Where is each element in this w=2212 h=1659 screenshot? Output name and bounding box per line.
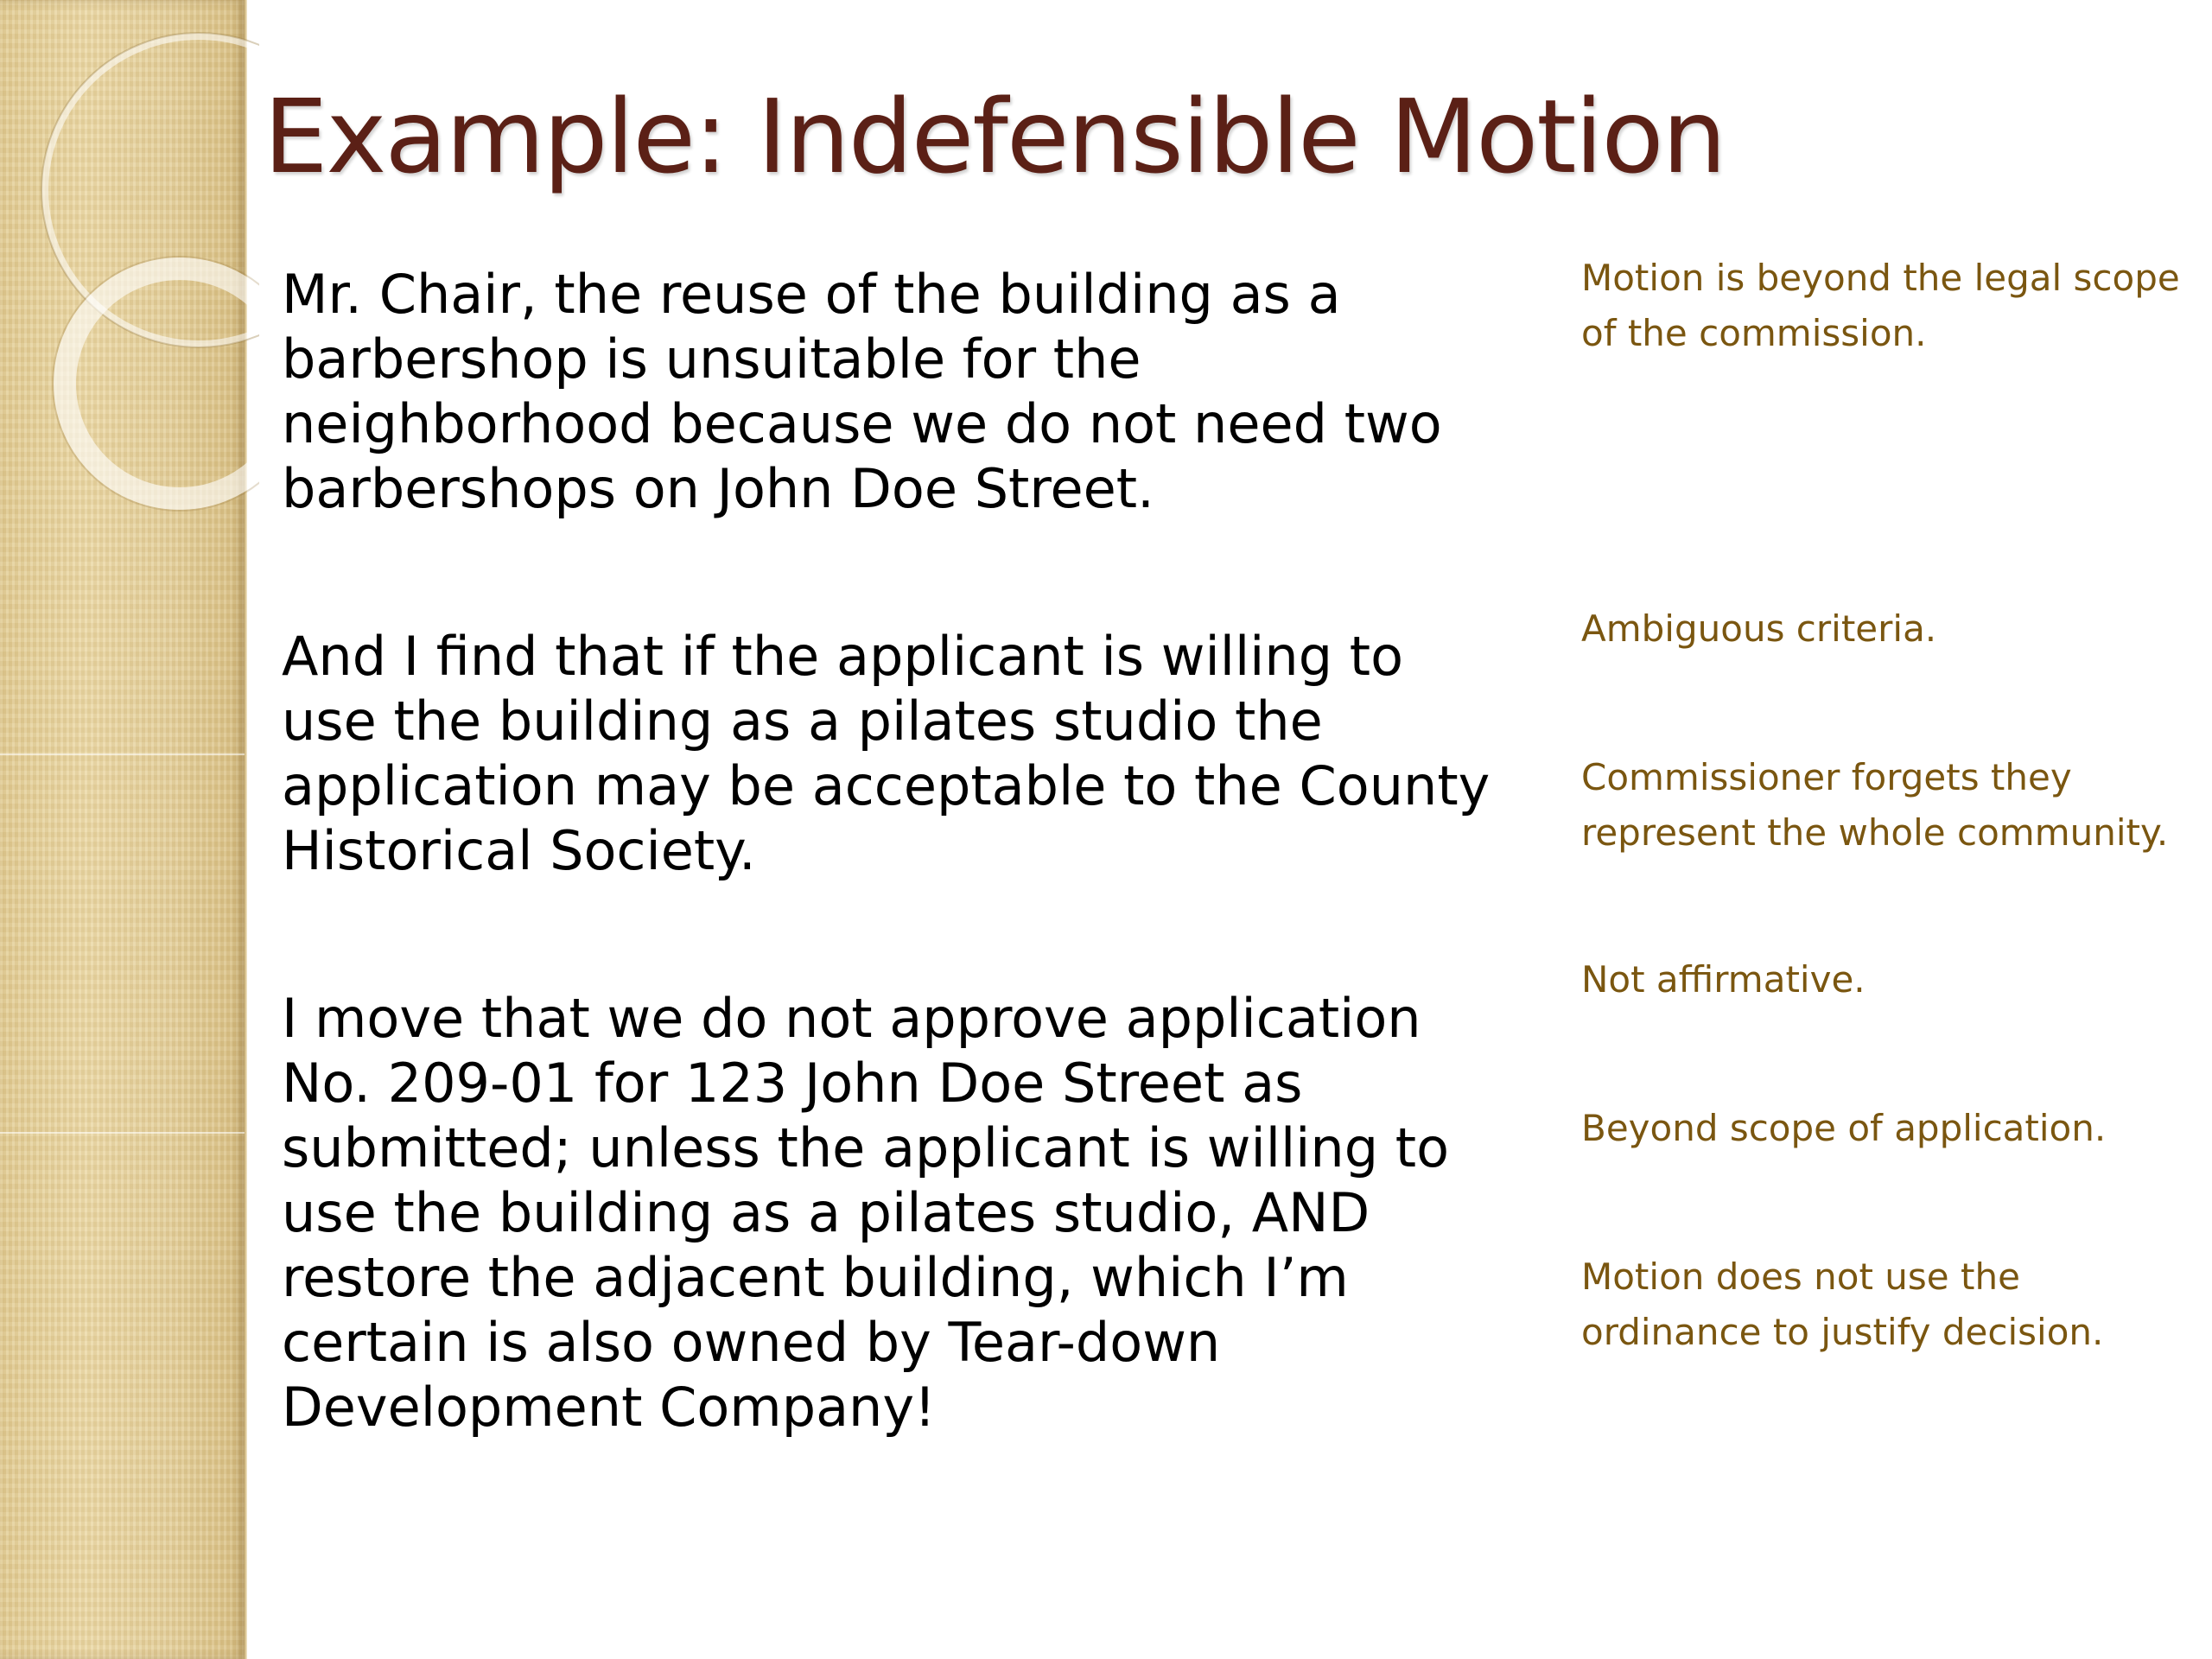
- annotation-ambiguous-criteria: Ambiguous criteria.: [1581, 607, 1937, 650]
- slide-title: Example: Indefensible Motion: [264, 77, 1726, 196]
- motion-paragraph-1: Mr. Chair, the reuse of the building as a barbershop is unsuitable for the neighborhood because we do not need two barbershops on John Doe Street.: [282, 263, 1442, 520]
- sidebar-seam: [0, 753, 245, 755]
- annotation-not-affirmative: Not affirmative.: [1581, 958, 1866, 1001]
- annotation-beyond-scope: Beyond scope of application.: [1581, 1107, 2107, 1149]
- motion-paragraph-3: I move that we do not approve application No. 209-01 for 123 John Doe Street as submitted; unless the applicant is willing to use the building as a pilates studio, AND restore the adjacent building, which I’m certain is also owned by Tear-down Development Company!: [282, 987, 1450, 1439]
- annotation-ordinance: Motion does not use the ordinance to justify decision.: [1581, 1255, 2104, 1353]
- large-ring-shadow: [41, 33, 259, 347]
- sidebar-seam: [0, 1132, 245, 1134]
- large-ring: [45, 36, 259, 344]
- annotation-whole-community: Commissioner forgets they represent the whole community.: [1581, 756, 2169, 854]
- small-ring: [65, 269, 259, 499]
- decorative-rings: [0, 0, 259, 553]
- motion-paragraph-2: And I find that if the applicant is willing to use the building as a pilates studio the application may be acceptable to the County Historical Society.: [282, 625, 1491, 882]
- annotation-legal-scope: Motion is beyond the legal scope of the commission.: [1581, 257, 2180, 354]
